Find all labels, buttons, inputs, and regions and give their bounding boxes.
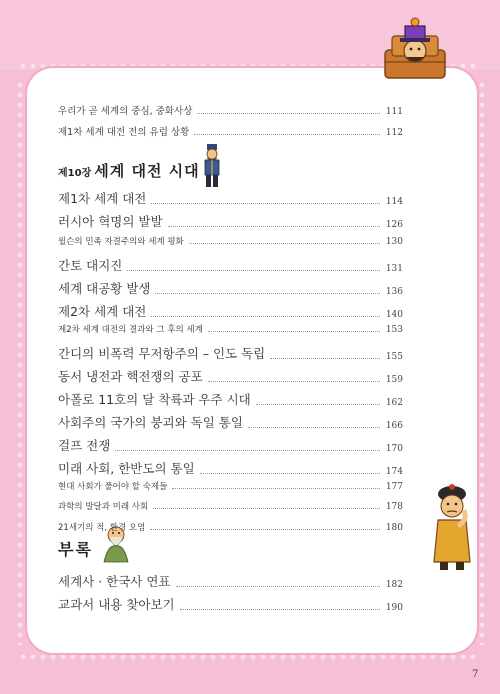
entry-title: 윌슨의 민족 자결주의와 세계 평화 xyxy=(58,237,184,247)
dot-leader xyxy=(155,292,380,294)
toc-entry[interactable] xyxy=(58,323,403,335)
chapter-title: 세계 대전 시대 xyxy=(94,162,200,180)
toc-entry[interactable] xyxy=(58,189,403,207)
chapter-soldier-icon xyxy=(200,143,224,189)
toc-entry[interactable] xyxy=(58,500,403,512)
dot-leader xyxy=(180,608,380,610)
dot-leader xyxy=(248,426,380,428)
entry-page: 190 xyxy=(385,603,403,613)
entry-page: 114 xyxy=(385,197,403,207)
toc-entry[interactable] xyxy=(58,572,403,590)
cartoon-character-top-icon xyxy=(382,14,448,80)
entry-title: 미래 사회, 한반도의 통일 xyxy=(58,461,195,476)
toc-entry[interactable] xyxy=(58,279,403,297)
chapter-heading xyxy=(58,160,200,181)
dot-leader xyxy=(168,225,380,227)
entry-page: 166 xyxy=(385,421,403,431)
toc-entry[interactable] xyxy=(58,521,403,533)
toc-entry[interactable] xyxy=(58,367,403,385)
dot-leader xyxy=(189,242,380,244)
entry-title: 과학의 발달과 미래 사회 xyxy=(58,502,149,512)
dot-leader xyxy=(151,315,380,317)
border-dots-bottom xyxy=(18,653,478,661)
dot-leader xyxy=(194,133,380,135)
toc-entry[interactable] xyxy=(58,302,403,320)
toc-entry[interactable] xyxy=(58,235,403,247)
toc-entry[interactable] xyxy=(58,413,403,431)
entry-title: 동서 냉전과 핵전쟁의 공포 xyxy=(58,369,203,384)
cartoon-character-right-icon xyxy=(428,480,476,576)
entry-page: 159 xyxy=(385,375,403,385)
entry-page: 111 xyxy=(385,107,403,117)
entry-title: 사회주의 국가의 붕괴와 독일 통일 xyxy=(58,415,243,430)
dot-leader xyxy=(208,330,380,332)
dot-leader xyxy=(176,585,381,587)
dot-leader xyxy=(200,472,380,474)
dot-leader xyxy=(151,202,380,204)
entry-title: 제2차 세계 대전 xyxy=(58,304,147,319)
entry-title: 제2차 세계 대전의 결과와 그 후의 세계 xyxy=(58,325,203,335)
toc-entry[interactable] xyxy=(58,480,403,492)
appendix-heading: 부록 xyxy=(58,540,93,559)
toc-entry[interactable] xyxy=(58,103,403,117)
entry-title: 제1차 세계 대전 xyxy=(58,191,147,206)
entry-title: 제1차 세계 대전 전의 유럽 상황 xyxy=(58,127,190,138)
page-number: 7 xyxy=(472,669,479,680)
entry-page: 182 xyxy=(385,580,403,590)
dot-leader xyxy=(256,403,380,405)
entry-page: 140 xyxy=(385,310,403,320)
entry-page: 155 xyxy=(385,352,403,362)
border-dots-left xyxy=(16,80,24,645)
toc-entry[interactable] xyxy=(58,459,403,477)
entry-title: 러시아 혁명의 발발 xyxy=(58,214,163,229)
entry-title: 간디의 비폭력 무저항주의 – 인도 독립 xyxy=(58,346,266,361)
toc-entry[interactable] xyxy=(58,124,403,138)
dot-leader xyxy=(127,269,380,271)
entry-page: 162 xyxy=(385,398,403,408)
entry-title: 21세기의 적, 환경 오염 xyxy=(58,523,146,533)
toc-entry[interactable] xyxy=(58,256,403,274)
toc-entry[interactable] xyxy=(58,436,403,454)
entry-page: 112 xyxy=(385,128,403,138)
toc-entry[interactable] xyxy=(58,344,403,362)
entry-page: 130 xyxy=(385,237,403,247)
entry-page: 170 xyxy=(385,444,403,454)
entry-title: 간토 대지진 xyxy=(58,258,123,273)
toc-entry[interactable] xyxy=(58,595,403,613)
entry-title: 아폴로 11호의 달 착륙과 우주 시대 xyxy=(58,392,251,407)
dot-leader xyxy=(270,357,380,359)
dot-leader xyxy=(197,112,380,114)
chapter-number: 제10장 xyxy=(58,168,92,179)
entry-title: 세계사 · 한국사 연표 xyxy=(58,574,171,589)
entry-page: 153 xyxy=(385,325,403,335)
entry-page: 136 xyxy=(385,287,403,297)
dot-leader xyxy=(153,507,380,509)
border-dots-right xyxy=(478,80,486,645)
toc-entry[interactable] xyxy=(58,212,403,230)
entry-title: 교과서 내용 찾아보기 xyxy=(58,597,175,612)
entry-title: 걸프 전쟁 xyxy=(58,438,111,453)
dot-leader xyxy=(115,449,380,451)
entry-page: 126 xyxy=(385,220,403,230)
dot-leader xyxy=(150,528,380,530)
dot-leader xyxy=(172,487,380,489)
entry-page: 178 xyxy=(385,502,403,512)
entry-title: 현대 사회가 풀어야 할 숙제들 xyxy=(58,482,168,492)
entry-page: 180 xyxy=(385,523,403,533)
entry-page: 177 xyxy=(385,482,403,492)
entry-page: 174 xyxy=(385,467,403,477)
toc-entry[interactable] xyxy=(58,390,403,408)
entry-title: 세계 대공황 발생 xyxy=(58,281,151,296)
dot-leader xyxy=(208,380,380,382)
entry-page: 131 xyxy=(385,264,403,274)
entry-title: 우리가 곧 세계의 중심, 중화사상 xyxy=(58,106,193,117)
